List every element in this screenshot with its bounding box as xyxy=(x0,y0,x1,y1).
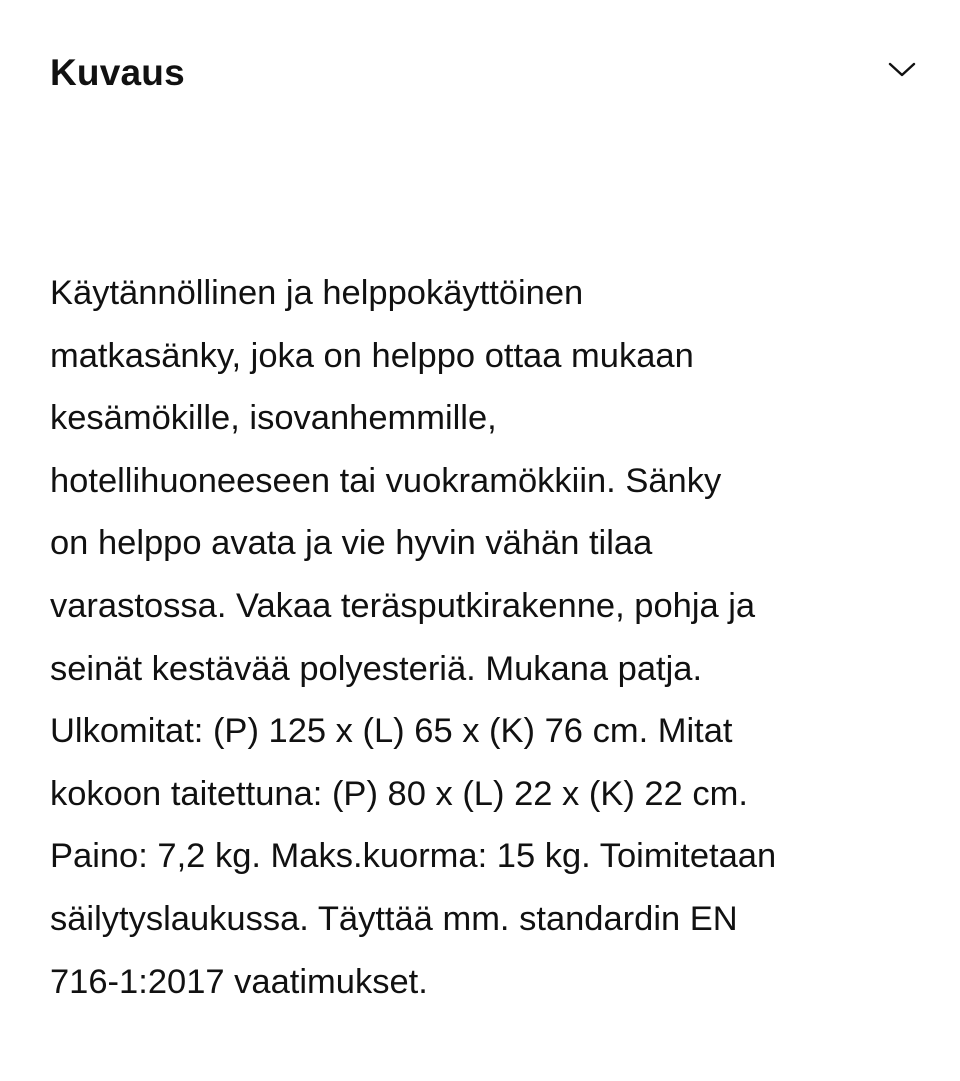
section-title: Kuvaus xyxy=(50,52,185,93)
description-accordion-header[interactable] xyxy=(50,40,910,110)
chevron-down-icon[interactable] xyxy=(882,50,922,90)
product-description-text: Käytännöllinen ja helppokäyttöinen matkasänky, joka on helppo ottaa mukaan kesämökille, isovanhemmille, hotellihuoneeseen tai vuokramökkiin. Sänky on helppo avata ja vie hyvin vähän tilaa varastossa. Vakaa teräsputkirakenne, pohja ja seinät kestävää polyesteriä. Mukana patja. Ulkomitat: (P) 125 x (L) 65 x (K) 76 cm. Mitat kokoon taitettuna: (P) 80 x (L) 22 x (K) 22 cm. Paino: 7,2 kg. Maks.kuorma: 15 kg. Toimitetaan säilytyslaukussa. Täyttää mm. standardin EN 716-1:2017 vaatimukset. xyxy=(50,274,777,1001)
